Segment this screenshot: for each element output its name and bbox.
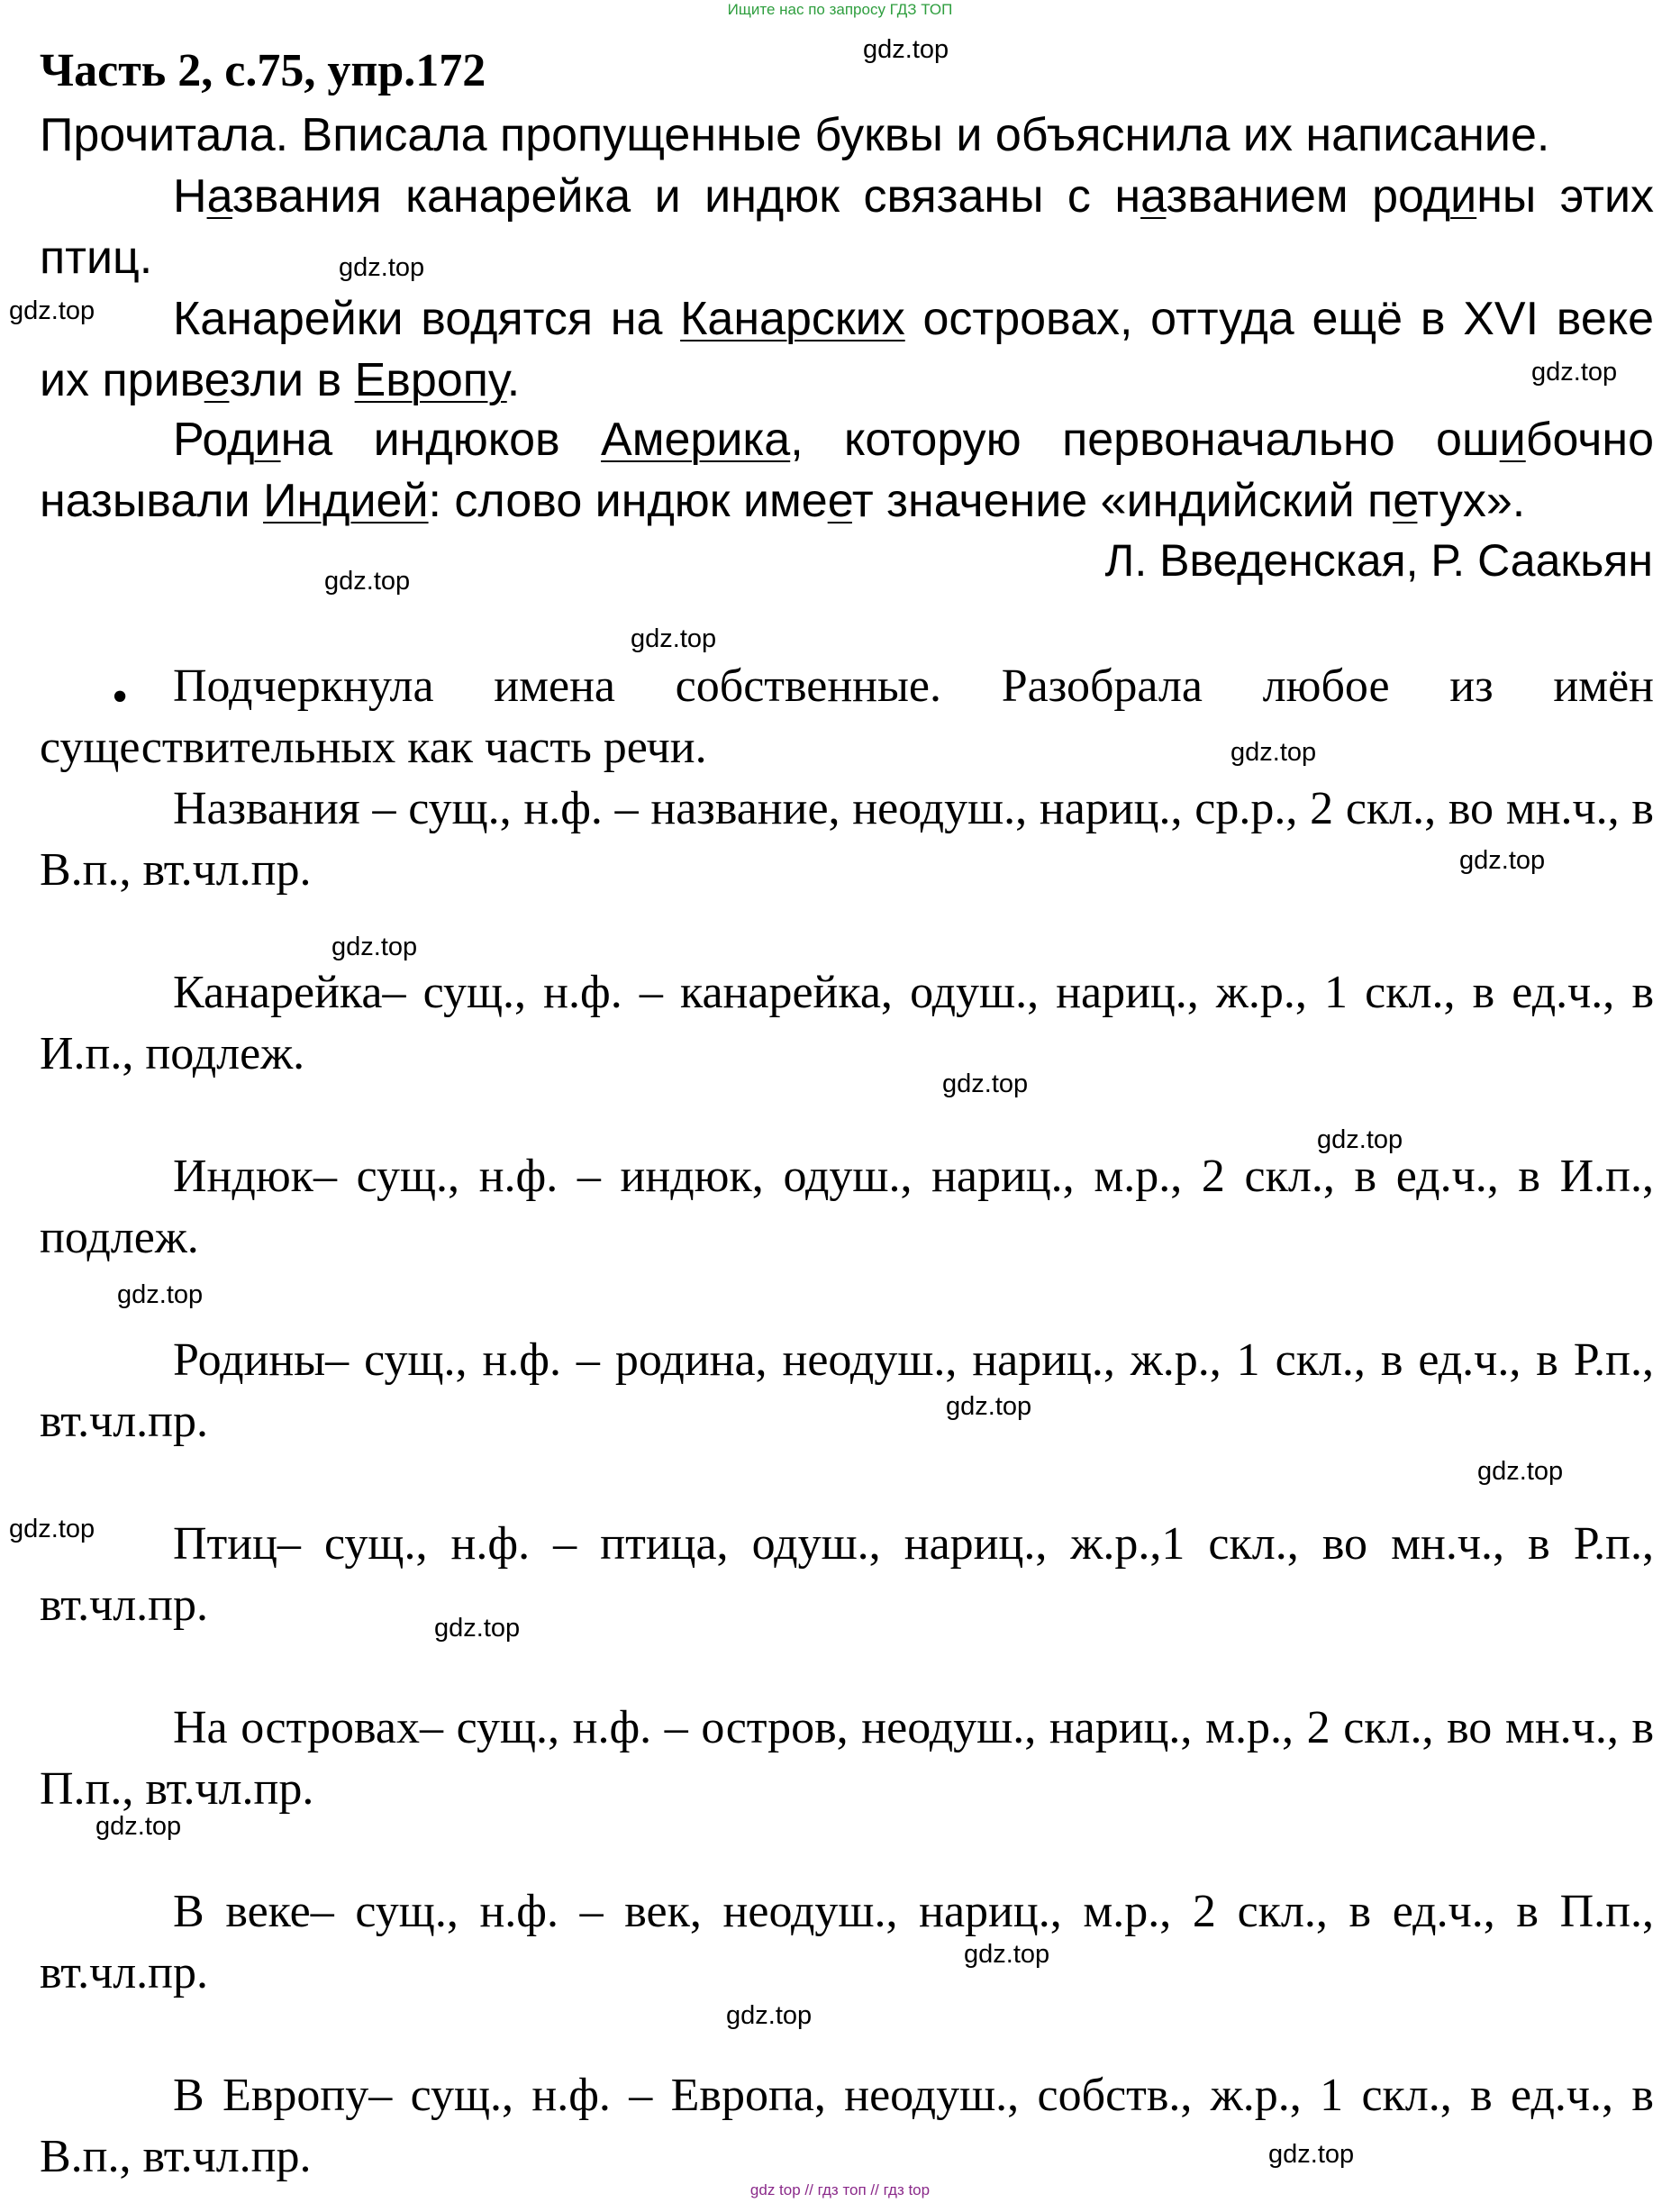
text-paragraph-1: Названия канарейка и индюк связаны с названием родины этих птиц. — [40, 170, 1654, 284]
watermark: gdz.top — [1531, 358, 1618, 387]
signature: Л. Введенская, Р. Саакьян — [1104, 535, 1653, 586]
watermark: gdz.top — [331, 933, 418, 961]
watermark: gdz.top — [1268, 2140, 1355, 2169]
watermark: gdz.top — [946, 1392, 1032, 1421]
watermark: gdz.top — [324, 567, 411, 596]
watermark: gdz.top — [117, 1280, 204, 1309]
watermark: gdz.top — [942, 1070, 1029, 1098]
watermark: gdz.top — [339, 253, 425, 282]
intro-text: Прочитала. Вписала пропущенные буквы и объяснила их написание. — [40, 109, 1550, 161]
analysis-item: Канарейка– сущ., н.ф. – канарейка, одуш., нариц., ж.р., 1 скл., в ед.ч., в И.п., подлеж. — [40, 967, 1654, 1079]
page-title: Часть 2, с.75, упр.172 — [40, 45, 486, 96]
watermark: gdz.top — [863, 35, 949, 64]
watermark: gdz.top — [95, 1812, 182, 1841]
watermark: gdz.top — [1477, 1457, 1564, 1486]
watermark: gdz.top — [631, 624, 717, 653]
watermark: gdz.top — [964, 1940, 1050, 1969]
analysis-item: Индюк– сущ., н.ф. – индюк, одуш., нариц., м.р., 2 скл., в ед.ч., в И.п., подлеж. — [40, 1151, 1654, 1263]
text-paragraph-3: Родина индюков Америка, которую первоначально ошибочно называли Индией: слово индюк имеет значение «индийский петух». — [40, 414, 1655, 527]
analysis-item: На островах– сущ., н.ф. – остров, неодуш., нариц., м.р., 2 скл., во мн.ч., в П.п., вт.чл.пр. — [40, 1702, 1654, 1815]
text-paragraph-2: Канарейки водятся на Канарских островах, оттуда ещё в XVI веке их привезли в Европу. — [40, 293, 1654, 406]
watermark: gdz.top — [9, 1515, 95, 1543]
analysis-item: Птиц– сущ., н.ф. – птица, одуш., нариц., ж.р.,1 скл., во мн.ч., в Р.п., вт.чл.пр. — [40, 1518, 1654, 1631]
watermark: gdz.top — [1459, 846, 1546, 875]
watermark: gdz.top — [1230, 738, 1317, 767]
bullet-icon: • — [112, 671, 129, 723]
watermark: gdz.top — [434, 1614, 521, 1643]
analysis-item: В веке– сущ., н.ф. – век, неодуш., нариц., м.р., 2 скл., в ед.ч., в П.п., вт.чл.пр. — [40, 1886, 1654, 1998]
bottom-banner: gdz top // гдз топ // гдз top — [749, 2181, 931, 2198]
watermark: gdz.top — [9, 296, 95, 325]
analysis-item: В Европу– сущ., н.ф. – Европа, неодуш., собств., ж.р., 1 скл., в ед.ч., в В.п., вт.чл.пр. — [40, 2070, 1654, 2182]
analysis-item: Названия – сущ., н.ф. – название, неодуш., нариц., ср.р., 2 скл., во мн.ч., в В.п., вт.чл.пр. — [40, 783, 1654, 896]
top-banner: Ищите нас по запросу ГДЗ ТОП — [727, 1, 953, 18]
task-text: Подчеркнула имена собственные. Разобрала любое из имён существительных как часть речи. — [40, 660, 1654, 773]
watermark: gdz.top — [726, 2001, 813, 2030]
watermark: gdz.top — [1317, 1125, 1403, 1154]
analysis-item: Родины– сущ., н.ф. – родина, неодуш., нариц., ж.р., 1 скл., в ед.ч., в Р.п., вт.чл.пр. — [40, 1334, 1654, 1447]
